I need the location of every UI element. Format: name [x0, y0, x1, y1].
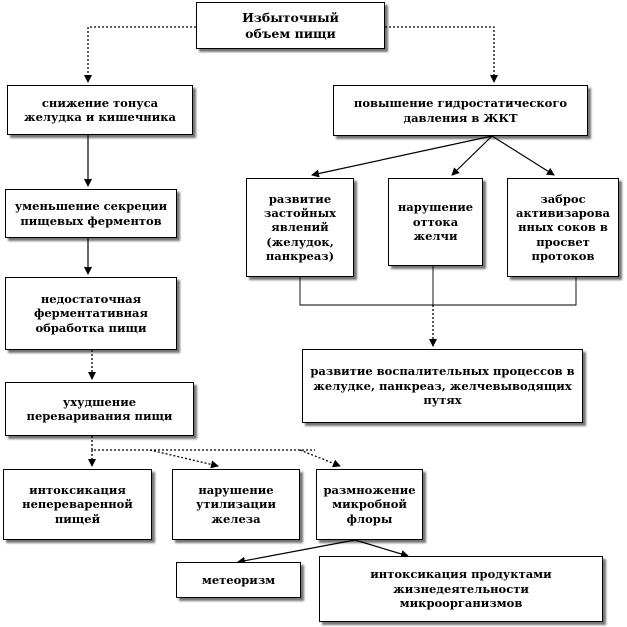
node-bile-outflow-disorder: нарушение оттока желчи — [388, 178, 483, 266]
connector-pressure-to-stagnation — [312, 136, 492, 175]
node-iron-utilization-disorder: нарушение утилизации железа — [172, 469, 300, 540]
node-microflora-growth: размножение микробной флоры — [316, 469, 423, 540]
connector-pressure-to-reflux — [492, 136, 554, 175]
node-impaired-digestion: ухудшение переваривания пищи — [5, 382, 194, 436]
node-excess-food-volume: Избыточный объем пищи — [196, 2, 385, 49]
node-meteorism: метеоризм — [176, 562, 301, 598]
connector-pressure-to-outflow — [452, 136, 492, 175]
node-reduced-secretion: уменьшение секреции пищевых ферментов — [5, 189, 177, 238]
node-stagnation: развитие застойных явлений (желудок, панкреаз) — [246, 178, 354, 277]
connector-root-to-tone — [88, 27, 196, 82]
node-inflammation: развитие воспалительных процессов в желудке, панкреаз, желчевыводящих путях — [302, 349, 583, 423]
connector-microflora-to-intox-micro — [355, 540, 408, 556]
node-increased-pressure: повышение гидростатического давления в ЖКТ — [333, 85, 588, 136]
connector-root-to-pressure — [385, 27, 494, 82]
node-reduced-tone: снижение тонуса желудка и кишечника — [7, 85, 193, 135]
connector-digestion-to-outcomes — [92, 436, 315, 450]
connector-digestion-to-iron — [150, 450, 218, 466]
connector-stagnation-to-bus — [300, 277, 576, 305]
node-undigested-food-intoxication: интоксикация непереваренной пищей — [3, 469, 152, 540]
node-juice-reflux: заброс активизарова нных соков в просвет протоков — [507, 178, 619, 277]
node-microbial-intoxication: интоксикация продуктами жизнедеятельности микроорганизмов — [319, 556, 603, 622]
node-insufficient-processing: недостаточная ферментативная обработка пищи — [5, 277, 177, 350]
connector-digestion-to-microflora — [300, 450, 340, 466]
